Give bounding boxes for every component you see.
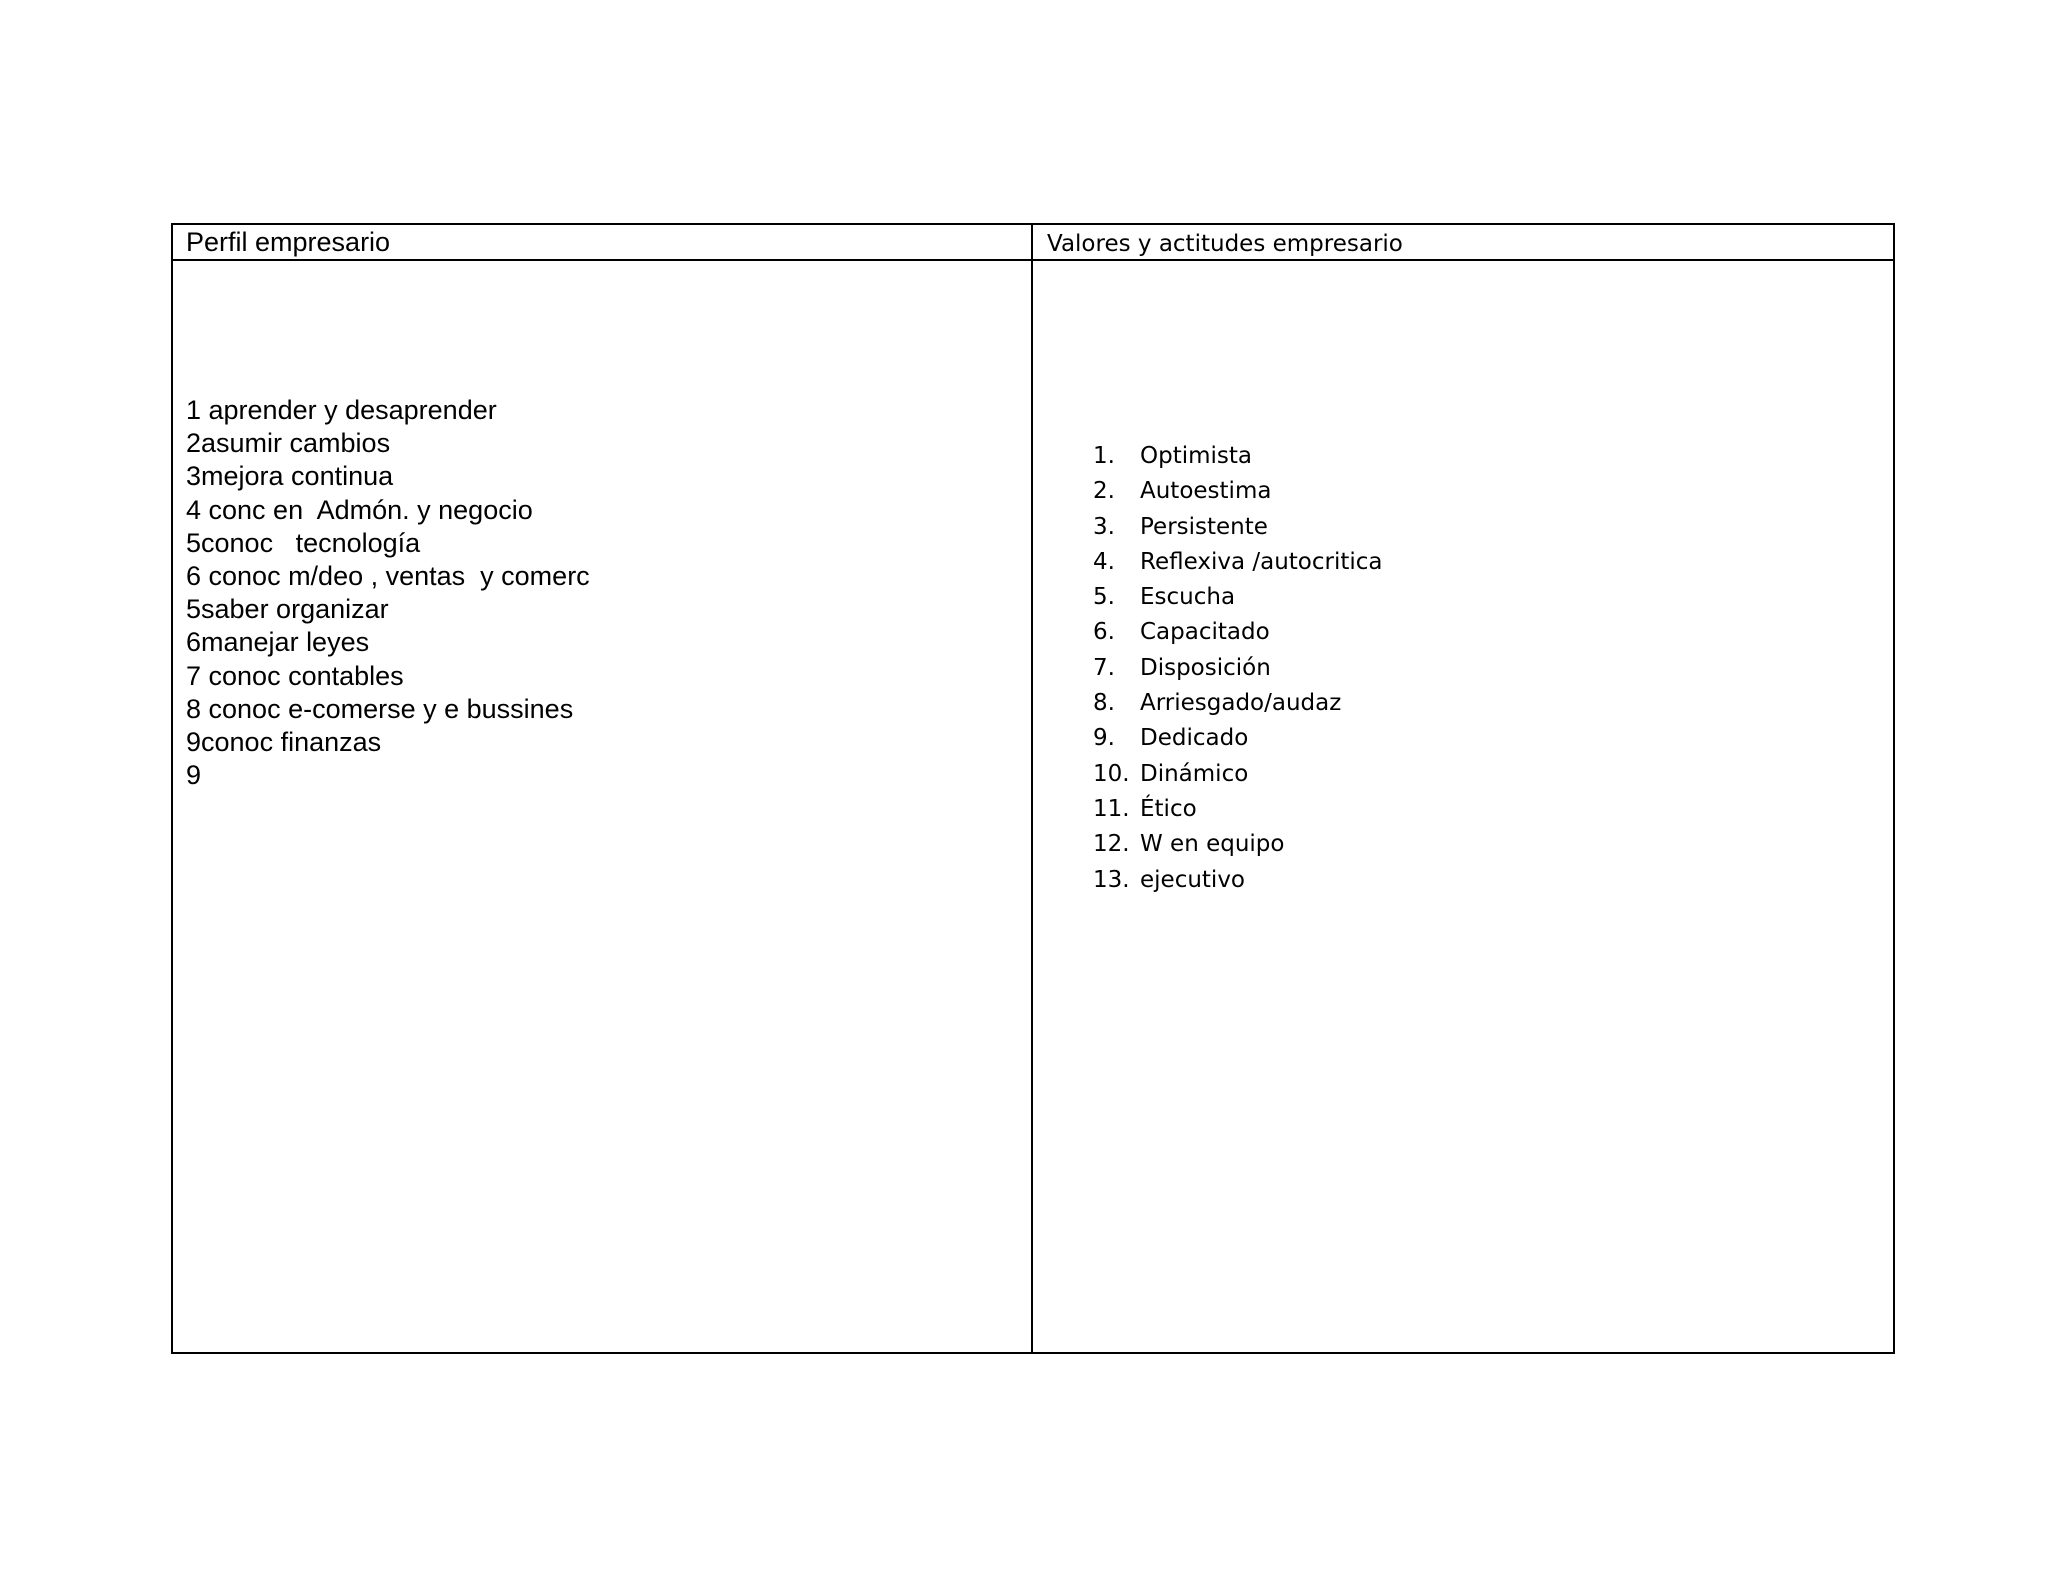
column-divider [1031, 225, 1033, 1352]
header-valores-actitudes: Valores y actitudes empresario [1047, 231, 1403, 257]
valores-item-number: 5. [1093, 584, 1115, 611]
perfil-item: 2asumir cambios [186, 428, 391, 459]
valores-item-text: ejecutivo [1140, 866, 1246, 893]
valores-item [1093, 580, 1383, 615]
valores-item-text: Persistente [1140, 513, 1268, 540]
valores-item-number: 12. [1093, 831, 1130, 858]
valores-item-number: 2. [1093, 478, 1115, 505]
perfil-item: 6 conoc m/deo , ventas y comerc [186, 560, 590, 591]
profile-table [171, 223, 1895, 1354]
valores-item [1093, 686, 1383, 721]
valores-item [1093, 439, 1383, 474]
valores-item [1093, 474, 1383, 509]
perfil-item: 4 conc en Admón. y negocio [186, 494, 533, 525]
valores-item-number: 8. [1093, 690, 1115, 717]
valores-item-text: Reflexiva /autocritica [1140, 548, 1383, 575]
valores-item-number: 11. [1093, 795, 1130, 822]
perfil-item: 7 conoc contables [186, 660, 404, 691]
perfil-item: 5saber organizar [186, 594, 389, 625]
valores-item-text: Ético [1140, 795, 1197, 822]
valores-item [1093, 863, 1383, 898]
valores-item-number: 3. [1093, 513, 1115, 540]
valores-item [1093, 721, 1383, 756]
valores-item-number: 7. [1093, 654, 1115, 681]
valores-item [1093, 651, 1383, 686]
valores-item-text: Capacitado [1140, 619, 1270, 646]
valores-item [1093, 545, 1383, 580]
valores-item-number: 10. [1093, 760, 1130, 787]
valores-item-text: Dinámico [1140, 760, 1249, 787]
valores-item [1093, 615, 1383, 650]
valores-item [1093, 827, 1383, 862]
valores-item-number: 9. [1093, 725, 1115, 752]
perfil-item: 5conoc tecnología [186, 527, 421, 558]
valores-list [1093, 439, 1383, 898]
valores-item-number: 4. [1093, 548, 1115, 575]
valores-item-text: Escucha [1140, 584, 1236, 611]
header-divider [173, 259, 1893, 261]
valores-item [1093, 510, 1383, 545]
perfil-item: 1 aprender y desaprender [186, 395, 497, 425]
perfil-item: 6manejar leyes [186, 627, 370, 658]
perfil-item: 9 [186, 760, 202, 791]
perfil-item: 3mejora continua [186, 461, 394, 492]
valores-item-text: Dedicado [1140, 725, 1249, 752]
valores-item-number: 6. [1093, 619, 1115, 646]
perfil-list [186, 394, 590, 792]
perfil-item: 9conoc finanzas [186, 726, 382, 757]
valores-item [1093, 792, 1383, 827]
valores-item [1093, 757, 1383, 792]
valores-item-text: Arriesgado/audaz [1140, 690, 1342, 717]
valores-item-text: Autoestima [1140, 478, 1272, 505]
valores-item-text: W en equipo [1140, 831, 1285, 858]
perfil-item: 8 conoc e-comerse y e bussines [186, 693, 574, 724]
valores-item-text: Optimista [1140, 443, 1253, 469]
header-perfil-empresario: Perfil empresario [186, 227, 391, 257]
valores-item-number: 13. [1093, 866, 1130, 893]
valores-item-number: 1. [1093, 443, 1115, 469]
valores-item-text: Disposición [1140, 654, 1271, 681]
